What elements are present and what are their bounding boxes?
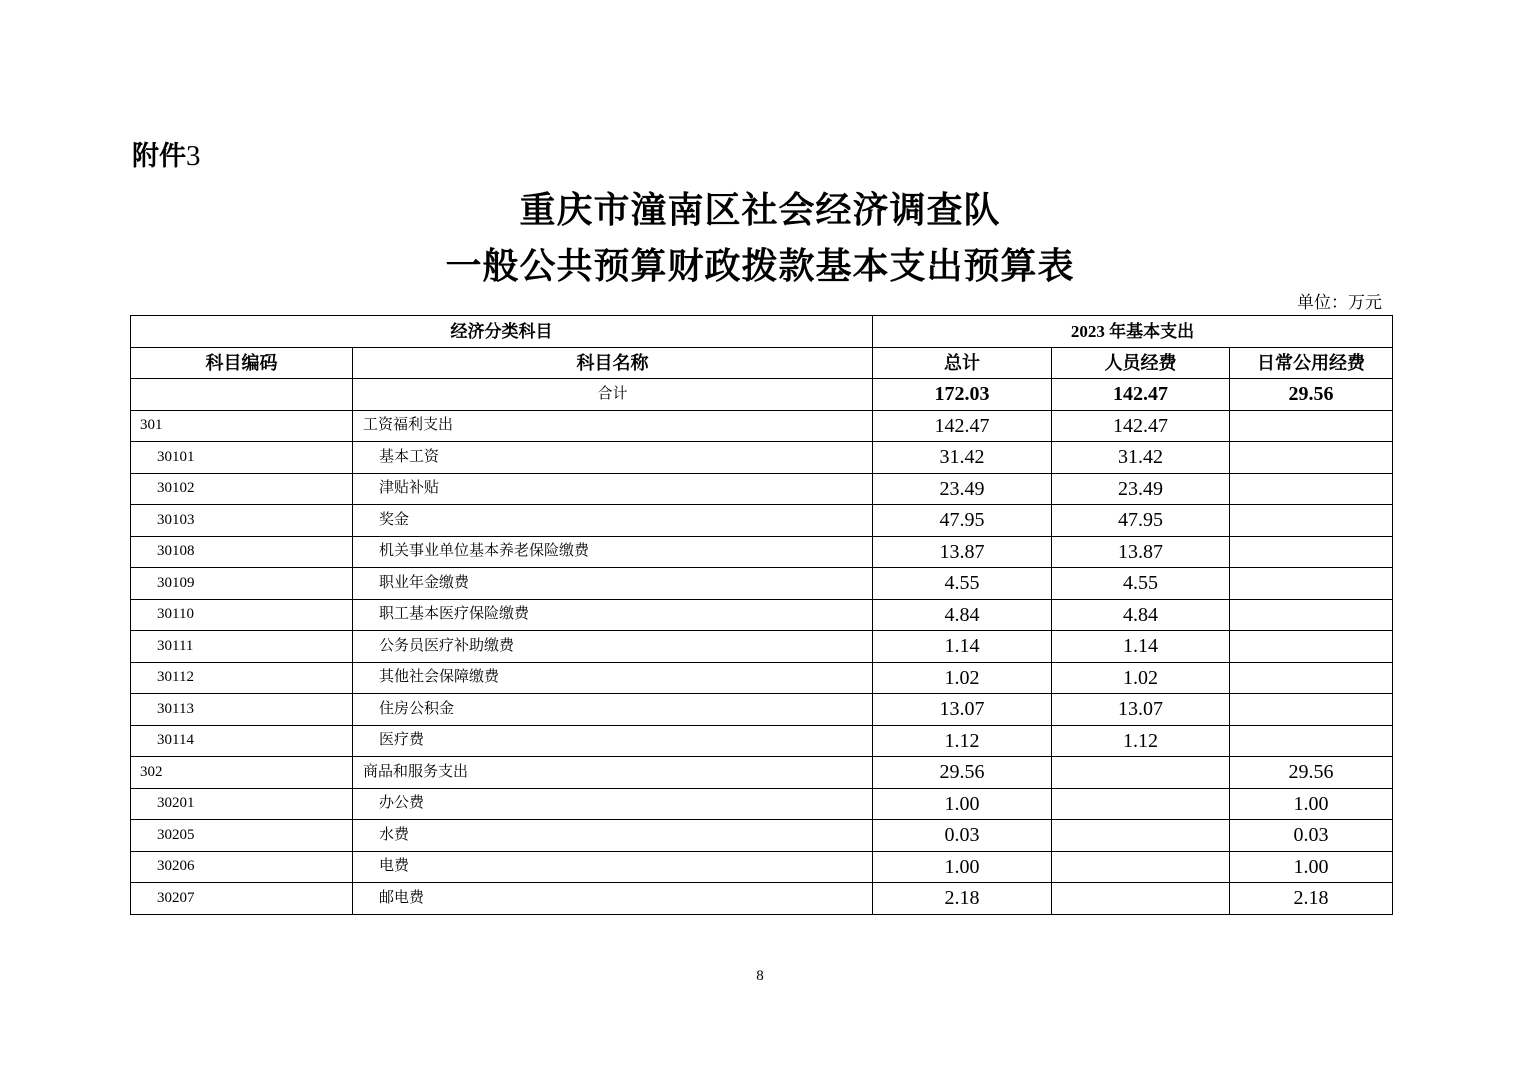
row-public	[1230, 505, 1393, 537]
row-public	[1230, 473, 1393, 505]
table-row	[131, 442, 1393, 474]
group-header-basic-expense: 2023 年基本支出	[873, 316, 1393, 348]
row-public: 1.00	[1230, 788, 1393, 820]
row-total: 2.18	[873, 883, 1052, 915]
row-personnel: 13.07	[1052, 694, 1230, 726]
row-public	[1230, 599, 1393, 631]
attachment-number: 3	[186, 140, 201, 172]
column-header-total: 总计	[873, 347, 1052, 379]
row-name: 公务员医疗补助缴费	[353, 631, 873, 663]
summary-public: 29.56	[1230, 379, 1393, 411]
row-personnel: 1.12	[1052, 725, 1230, 757]
row-personnel: 142.47	[1052, 410, 1230, 442]
row-personnel: 1.02	[1052, 662, 1230, 694]
row-code: 30110	[131, 599, 353, 631]
row-public	[1230, 536, 1393, 568]
row-total: 31.42	[873, 442, 1052, 474]
row-total: 47.95	[873, 505, 1052, 537]
row-total: 13.07	[873, 694, 1052, 726]
row-personnel: 4.84	[1052, 599, 1230, 631]
row-personnel: 31.42	[1052, 442, 1230, 474]
row-code: 30102	[131, 473, 353, 505]
row-code: 30205	[131, 820, 353, 852]
table-row	[131, 662, 1393, 694]
row-name: 其他社会保障缴费	[353, 662, 873, 694]
table-row	[131, 599, 1393, 631]
row-personnel: 13.87	[1052, 536, 1230, 568]
summary-label: 合计	[353, 379, 873, 411]
row-total: 29.56	[873, 757, 1052, 789]
row-public	[1230, 631, 1393, 663]
row-name: 津贴补贴	[353, 473, 873, 505]
row-personnel: 47.95	[1052, 505, 1230, 537]
row-total: 4.84	[873, 599, 1052, 631]
row-personnel	[1052, 788, 1230, 820]
row-total: 1.00	[873, 788, 1052, 820]
row-total: 13.87	[873, 536, 1052, 568]
table-row	[131, 536, 1393, 568]
row-public	[1230, 568, 1393, 600]
attachment-label	[132, 134, 201, 173]
table-row	[131, 631, 1393, 663]
row-name: 医疗费	[353, 725, 873, 757]
column-header-personnel: 人员经费	[1052, 347, 1230, 379]
table-row	[131, 505, 1393, 537]
row-code: 301	[131, 410, 353, 442]
row-total: 1.02	[873, 662, 1052, 694]
attachment-word: 附件	[132, 141, 186, 172]
row-personnel	[1052, 757, 1230, 789]
table-row	[131, 851, 1393, 883]
column-header-name: 科目名称	[353, 347, 873, 379]
row-name: 水费	[353, 820, 873, 852]
row-code: 30207	[131, 883, 353, 915]
row-public: 0.03	[1230, 820, 1393, 852]
row-name: 工资福利支出	[353, 410, 873, 442]
group-header-economic: 经济分类科目	[131, 316, 873, 348]
row-code: 30112	[131, 662, 353, 694]
row-name: 奖金	[353, 505, 873, 537]
row-total: 142.47	[873, 410, 1052, 442]
table-row	[131, 883, 1393, 915]
row-name: 职工基本医疗保险缴费	[353, 599, 873, 631]
group-header-row	[131, 316, 1393, 348]
row-personnel: 23.49	[1052, 473, 1230, 505]
row-code: 30103	[131, 505, 353, 537]
row-name: 办公费	[353, 788, 873, 820]
row-code: 30108	[131, 536, 353, 568]
row-total: 0.03	[873, 820, 1052, 852]
table-row	[131, 757, 1393, 789]
table-row	[131, 473, 1393, 505]
row-name: 邮电费	[353, 883, 873, 915]
unit-label: 单位：万元	[1297, 293, 1382, 312]
row-total: 1.12	[873, 725, 1052, 757]
table-body	[131, 316, 1393, 915]
summary-personnel: 142.47	[1052, 379, 1230, 411]
table-row	[131, 820, 1393, 852]
row-total: 23.49	[873, 473, 1052, 505]
row-code: 30109	[131, 568, 353, 600]
title-line1: 重庆市潼南区社会经济调查队	[519, 189, 1001, 231]
row-public: 1.00	[1230, 851, 1393, 883]
row-total: 4.55	[873, 568, 1052, 600]
row-name: 商品和服务支出	[353, 757, 873, 789]
row-personnel	[1052, 820, 1230, 852]
title-line2: 一般公共预算财政拨款基本支出预算表	[445, 245, 1075, 287]
row-personnel	[1052, 851, 1230, 883]
page-number: 8	[756, 968, 764, 984]
row-code: 30114	[131, 725, 353, 757]
row-public: 2.18	[1230, 883, 1393, 915]
row-public	[1230, 662, 1393, 694]
row-name: 电费	[353, 851, 873, 883]
row-public	[1230, 410, 1393, 442]
row-personnel	[1052, 883, 1230, 915]
summary-row	[131, 379, 1393, 411]
row-public	[1230, 725, 1393, 757]
table-row	[131, 694, 1393, 726]
table-row	[131, 725, 1393, 757]
row-personnel: 1.14	[1052, 631, 1230, 663]
summary-code-cell	[131, 379, 353, 411]
row-total: 1.14	[873, 631, 1052, 663]
row-public	[1230, 694, 1393, 726]
row-code: 30206	[131, 851, 353, 883]
budget-table	[130, 315, 1393, 915]
row-code: 30101	[131, 442, 353, 474]
row-personnel: 4.55	[1052, 568, 1230, 600]
row-code: 30113	[131, 694, 353, 726]
row-name: 住房公积金	[353, 694, 873, 726]
row-name: 机关事业单位基本养老保险缴费	[353, 536, 873, 568]
row-total: 1.00	[873, 851, 1052, 883]
table-row	[131, 788, 1393, 820]
column-header-code: 科目编码	[131, 347, 353, 379]
summary-total: 172.03	[873, 379, 1052, 411]
row-code: 30201	[131, 788, 353, 820]
column-header-row	[131, 347, 1393, 379]
row-code: 30111	[131, 631, 353, 663]
row-public	[1230, 442, 1393, 474]
table-row	[131, 410, 1393, 442]
column-header-public: 日常公用经费	[1230, 347, 1393, 379]
row-public: 29.56	[1230, 757, 1393, 789]
table-row	[131, 568, 1393, 600]
row-name: 基本工资	[353, 442, 873, 474]
row-code: 302	[131, 757, 353, 789]
row-name: 职业年金缴费	[353, 568, 873, 600]
